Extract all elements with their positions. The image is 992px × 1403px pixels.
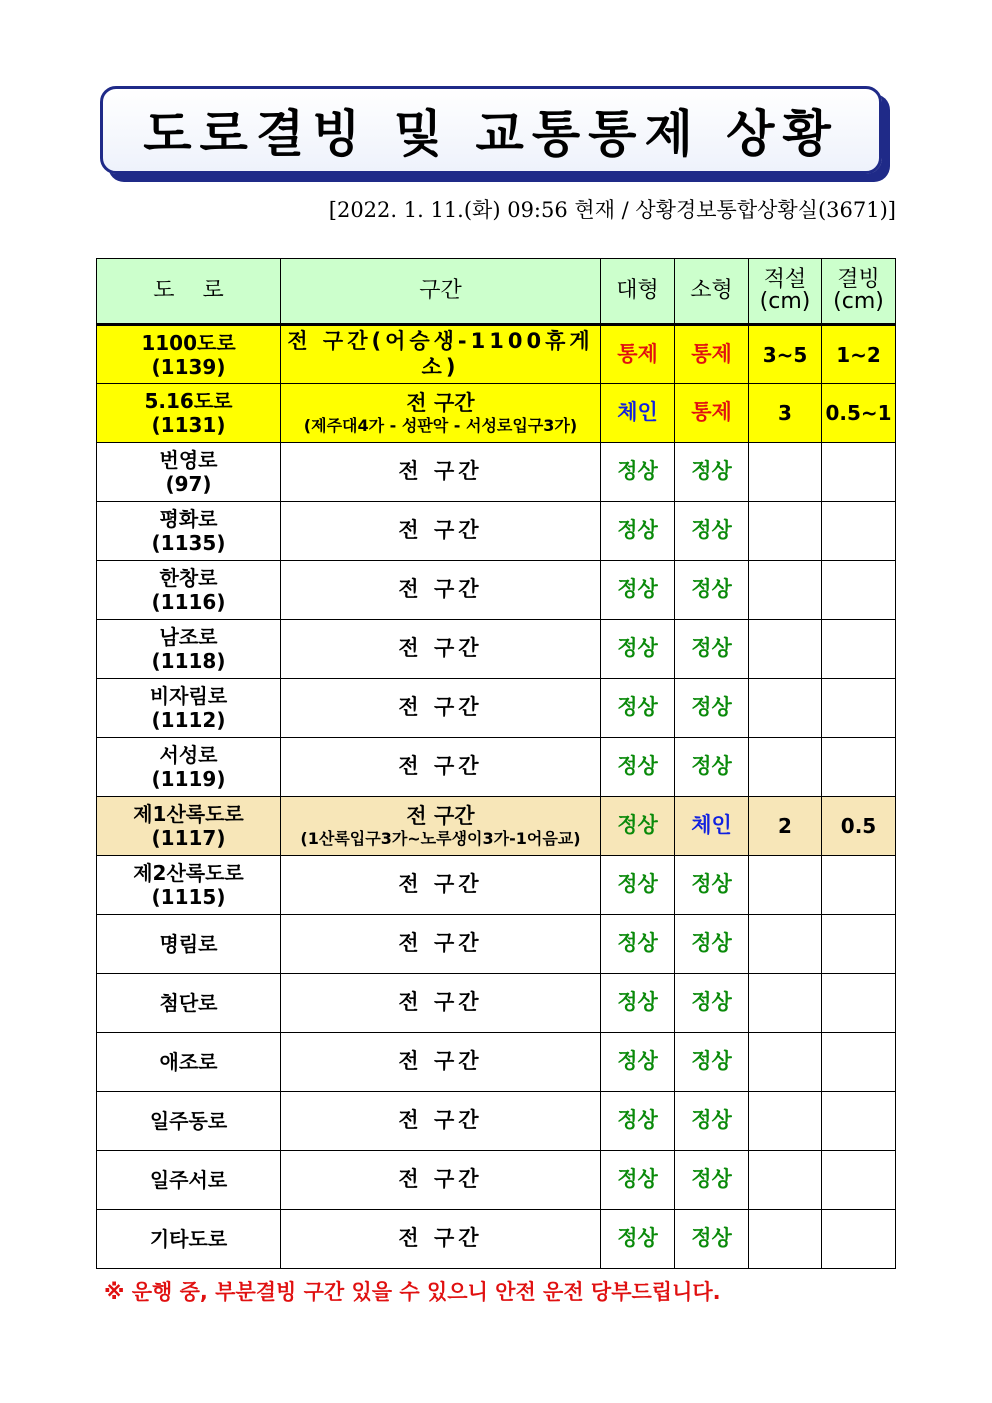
road-section-main: 전 구간	[398, 1108, 483, 1133]
large-vehicle-status: 정상	[601, 443, 675, 502]
table-row	[97, 1092, 896, 1151]
road-section	[281, 974, 601, 1033]
header-large-vehicle: 대형	[601, 259, 675, 325]
road-name: 첨단로	[97, 974, 281, 1033]
road-name: 기타도로	[97, 1210, 281, 1269]
large-vehicle-status: 통제	[601, 325, 675, 384]
ice-depth	[822, 679, 896, 738]
table-row	[97, 502, 896, 561]
large-vehicle-status: 정상	[601, 856, 675, 915]
road-name: 애조로	[97, 1033, 281, 1092]
table-row	[97, 1151, 896, 1210]
road-section-main: 전 구간	[398, 1167, 483, 1192]
road-section	[281, 915, 601, 974]
large-vehicle-status: 정상	[601, 974, 675, 1033]
snow-depth	[749, 915, 822, 974]
small-vehicle-status: 정상	[675, 856, 749, 915]
road-section-main: 전 구간	[398, 695, 483, 720]
road-name: 명림로	[97, 915, 281, 974]
road-section-main: 전 구간	[398, 1049, 483, 1074]
ice-depth	[822, 1151, 896, 1210]
road-section-main: 전 구간	[406, 390, 475, 415]
large-vehicle-status: 정상	[601, 915, 675, 974]
road-section	[281, 1033, 601, 1092]
header-snow-depth: 적설 (cm)	[749, 259, 822, 325]
road-section	[281, 561, 601, 620]
small-vehicle-status: 정상	[675, 1151, 749, 1210]
snow-depth	[749, 974, 822, 1033]
road-section-main: 전 구간	[398, 577, 483, 602]
table-row	[97, 1210, 896, 1269]
road-section-main: 전 구간	[406, 803, 475, 828]
road-section-main: 전 구간	[398, 872, 483, 897]
small-vehicle-status: 정상	[675, 502, 749, 561]
table-header-row	[97, 259, 896, 325]
road-section	[281, 1151, 601, 1210]
large-vehicle-status: 정상	[601, 1092, 675, 1151]
road-section-main: 전 구간	[398, 990, 483, 1015]
ice-depth	[822, 1210, 896, 1269]
road-section	[281, 1210, 601, 1269]
road-section-main: 전 구간(어승생-1100휴게소)	[287, 329, 594, 379]
road-name: 번영로 (97)	[97, 443, 281, 502]
ice-depth	[822, 620, 896, 679]
ice-depth	[822, 1092, 896, 1151]
large-vehicle-status: 정상	[601, 1210, 675, 1269]
small-vehicle-status: 정상	[675, 620, 749, 679]
table-row	[97, 797, 896, 856]
road-section	[281, 1092, 601, 1151]
ice-depth	[822, 856, 896, 915]
small-vehicle-status: 통제	[675, 384, 749, 443]
snow-depth: 3~5	[749, 325, 822, 384]
road-section	[281, 443, 601, 502]
snow-depth	[749, 1210, 822, 1269]
large-vehicle-status: 정상	[601, 1033, 675, 1092]
road-section-main: 전 구간	[398, 1226, 483, 1251]
table-row	[97, 974, 896, 1033]
road-section-detail: (1산록입구3가~노루생이3가-1어음교)	[300, 829, 581, 848]
report-timestamp: [2022. 1. 11.(화) 09:56 현재 / 상황경보통합상황실(3671)]	[328, 198, 896, 222]
header-ice-depth: 결빙 (cm)	[822, 259, 896, 325]
page-title: 도로결빙 및 교통통제 상황	[143, 105, 839, 163]
snow-depth	[749, 620, 822, 679]
road-section-main: 전 구간	[398, 636, 483, 661]
small-vehicle-status: 통제	[675, 325, 749, 384]
large-vehicle-status: 정상	[601, 738, 675, 797]
small-vehicle-status: 정상	[675, 1033, 749, 1092]
small-vehicle-status: 정상	[675, 1092, 749, 1151]
road-section-main: 전 구간	[398, 931, 483, 956]
snow-depth	[749, 561, 822, 620]
road-section	[281, 738, 601, 797]
road-section-detail: (제주대4가 - 성판악 - 서성로입구3가)	[303, 416, 578, 435]
table-body	[97, 325, 896, 1269]
road-name: 일주동로	[97, 1092, 281, 1151]
road-section	[281, 325, 601, 384]
small-vehicle-status: 정상	[675, 915, 749, 974]
table-row	[97, 679, 896, 738]
snow-depth	[749, 738, 822, 797]
safety-notice: ※ 운행 중, 부분결빙 구간 있을 수 있으니 안전 운전 당부드립니다.	[104, 1280, 721, 1304]
large-vehicle-status: 정상	[601, 502, 675, 561]
road-section-main: 전 구간	[398, 459, 483, 484]
title-box	[100, 86, 882, 174]
road-section	[281, 384, 601, 443]
road-name: 제1산록도로 (1117)	[97, 797, 281, 856]
small-vehicle-status: 정상	[675, 561, 749, 620]
ice-depth	[822, 502, 896, 561]
large-vehicle-status: 정상	[601, 679, 675, 738]
snow-depth	[749, 1151, 822, 1210]
road-name: 1100도로 (1139)	[97, 325, 281, 384]
ice-depth	[822, 443, 896, 502]
large-vehicle-status: 체인	[601, 384, 675, 443]
small-vehicle-status: 정상	[675, 974, 749, 1033]
road-name: 5.16도로 (1131)	[97, 384, 281, 443]
road-name: 제2산록도로 (1115)	[97, 856, 281, 915]
header-small-vehicle: 소형	[675, 259, 749, 325]
ice-depth: 0.5~1	[822, 384, 896, 443]
table-row	[97, 325, 896, 384]
header-road: 도 로	[97, 259, 281, 325]
small-vehicle-status: 정상	[675, 738, 749, 797]
small-vehicle-status: 정상	[675, 1210, 749, 1269]
road-section	[281, 620, 601, 679]
table-row	[97, 443, 896, 502]
road-status-table	[96, 258, 896, 1269]
road-section	[281, 797, 601, 856]
snow-depth	[749, 1092, 822, 1151]
ice-depth: 0.5	[822, 797, 896, 856]
snow-depth	[749, 1033, 822, 1092]
ice-depth	[822, 974, 896, 1033]
small-vehicle-status: 체인	[675, 797, 749, 856]
ice-depth	[822, 915, 896, 974]
table-row	[97, 620, 896, 679]
road-name: 서성로 (1119)	[97, 738, 281, 797]
large-vehicle-status: 정상	[601, 561, 675, 620]
small-vehicle-status: 정상	[675, 443, 749, 502]
table-row	[97, 856, 896, 915]
table-row	[97, 561, 896, 620]
road-name: 일주서로	[97, 1151, 281, 1210]
ice-depth: 1~2	[822, 325, 896, 384]
ice-depth	[822, 1033, 896, 1092]
road-section-main: 전 구간	[398, 754, 483, 779]
snow-depth	[749, 679, 822, 738]
table-row	[97, 384, 896, 443]
road-name: 한창로 (1116)	[97, 561, 281, 620]
small-vehicle-status: 정상	[675, 679, 749, 738]
snow-depth	[749, 443, 822, 502]
table-row	[97, 915, 896, 974]
large-vehicle-status: 정상	[601, 797, 675, 856]
road-name: 비자림로 (1112)	[97, 679, 281, 738]
snow-depth: 3	[749, 384, 822, 443]
ice-depth	[822, 738, 896, 797]
road-name: 평화로 (1135)	[97, 502, 281, 561]
snow-depth	[749, 856, 822, 915]
road-section	[281, 856, 601, 915]
road-section	[281, 502, 601, 561]
snow-depth: 2	[749, 797, 822, 856]
ice-depth	[822, 561, 896, 620]
table-row	[97, 738, 896, 797]
header-section: 구간	[281, 259, 601, 325]
road-section-main: 전 구간	[398, 518, 483, 543]
road-section	[281, 679, 601, 738]
road-name: 남조로 (1118)	[97, 620, 281, 679]
large-vehicle-status: 정상	[601, 620, 675, 679]
snow-depth	[749, 502, 822, 561]
large-vehicle-status: 정상	[601, 1151, 675, 1210]
table-row	[97, 1033, 896, 1092]
